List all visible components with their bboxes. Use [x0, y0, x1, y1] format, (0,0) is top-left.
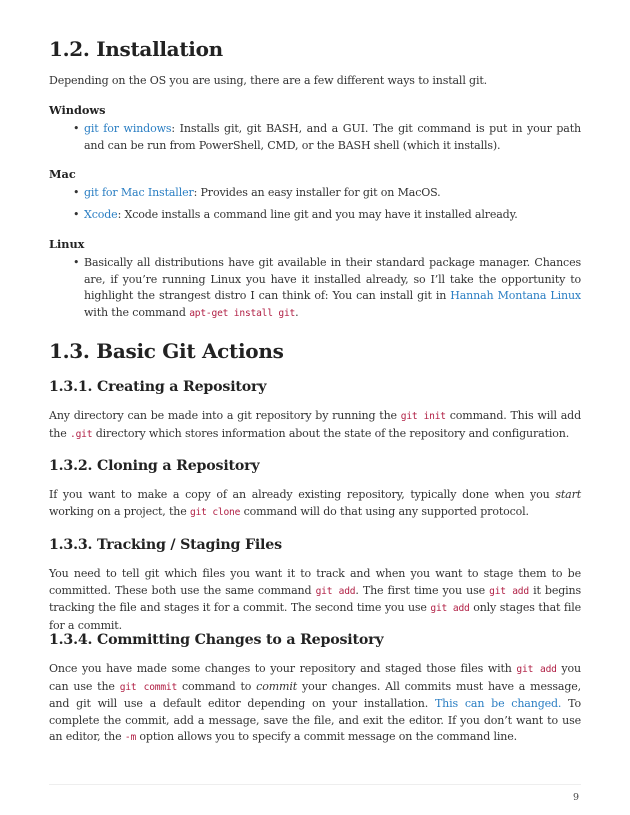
- this-can-be-changed-link[interactable]: This can be changed.: [434, 697, 562, 711]
- section-title-basic-git-actions: 1.3. Basic Git Actions: [49, 339, 284, 363]
- git-for-mac-installer-link[interactable]: git for Mac Installer: [84, 186, 194, 199]
- inline-code: git add: [516, 664, 557, 675]
- linux-label: Linux: [49, 237, 85, 251]
- list-item: • git for Mac Installer: Provides an easy installer for git on MacOS.: [84, 185, 581, 202]
- subsection-title-tracking: 1.3.3. Tracking / Staging Files: [49, 537, 282, 553]
- subsection-title-cloning: 1.3.2. Cloning a Repository: [49, 458, 260, 474]
- inline-code: git clone: [190, 506, 241, 518]
- inline-code: git add: [430, 603, 470, 615]
- list-item: • git for windows: Installs git, git BASH, and a GUI. The git command is put in your path and can be run from PowerShell, CMD, or the BASH shell (which it installs).: [73, 122, 581, 152]
- installation-intro: Depending on the OS you are using, there are a few different ways to install git.: [49, 74, 488, 87]
- inline-code: git add: [315, 585, 356, 597]
- bullet-icon: •: [73, 208, 80, 221]
- subsection-title-committing: 1.3.4. Committing Changes to a Repository: [49, 632, 384, 648]
- cloning-paragraph: If you want to make a copy of an already existing repository, typically done when you start working on a project, the git clone command will do that using any supported protocol.: [49, 488, 581, 518]
- inline-code: -m: [124, 732, 137, 744]
- inline-code: git init: [400, 411, 446, 422]
- bullet-icon: •: [73, 256, 80, 269]
- bullet-icon: •: [73, 186, 80, 199]
- tracking-paragraph: You need to tell git which files you want it to track and when you want to stage them to be committed. These both use the same command git add. The first time you use git add it begins tracking the file and stages it for a commit. The second time you use git add only stages that file for a commit.: [49, 567, 581, 632]
- committing-paragraph: Once you have made some changes to your repository and staged those files with git add you can use the git commit command to commit your changes. All commits must have a message, and git will use a default editor depending on your installation. This can be changed. To complete the commit, add a message, save the file, and exit the editor. If you don’t want to use an editor, the -m option allows you to specify a commit message on the command line.: [49, 662, 581, 744]
- inline-code: apt-get install git: [189, 307, 296, 319]
- section-title-installation: 1.2. Installation: [49, 37, 223, 61]
- page-number: 9: [572, 792, 579, 803]
- xcode-link[interactable]: Xcode: [84, 208, 118, 221]
- inline-code: git commit: [119, 681, 178, 693]
- creating-paragraph: Any directory can be made into a git repository by running the git init command. This will add the .git directory which stores information about the state of the repository and configuration.: [49, 409, 581, 440]
- inline-code: git add: [489, 585, 529, 597]
- git-for-windows-link[interactable]: git for windows: [84, 122, 172, 135]
- inline-code: .git: [70, 428, 93, 440]
- bullet-icon: •: [73, 122, 80, 135]
- subsection-title-creating: 1.3.1. Creating a Repository: [49, 379, 267, 395]
- list-item: • Xcode: Xcode installs a command line git and you may have it installed already.: [84, 207, 581, 224]
- list-item: • Basically all distributions have git available in their standard package manager. Chances are, if you’re running Linux you have it installed already, so I’ll take the opportunity to highlight the strangest distro I can think of: You can install git in Hannah Montana Linux with the command apt-get install git.: [73, 256, 581, 319]
- hannah-montana-linux-link[interactable]: Hannah Montana Linux: [450, 289, 581, 303]
- mac-label: Mac: [49, 167, 76, 181]
- footer-divider: [49, 784, 581, 785]
- windows-label: Windows: [49, 103, 106, 117]
